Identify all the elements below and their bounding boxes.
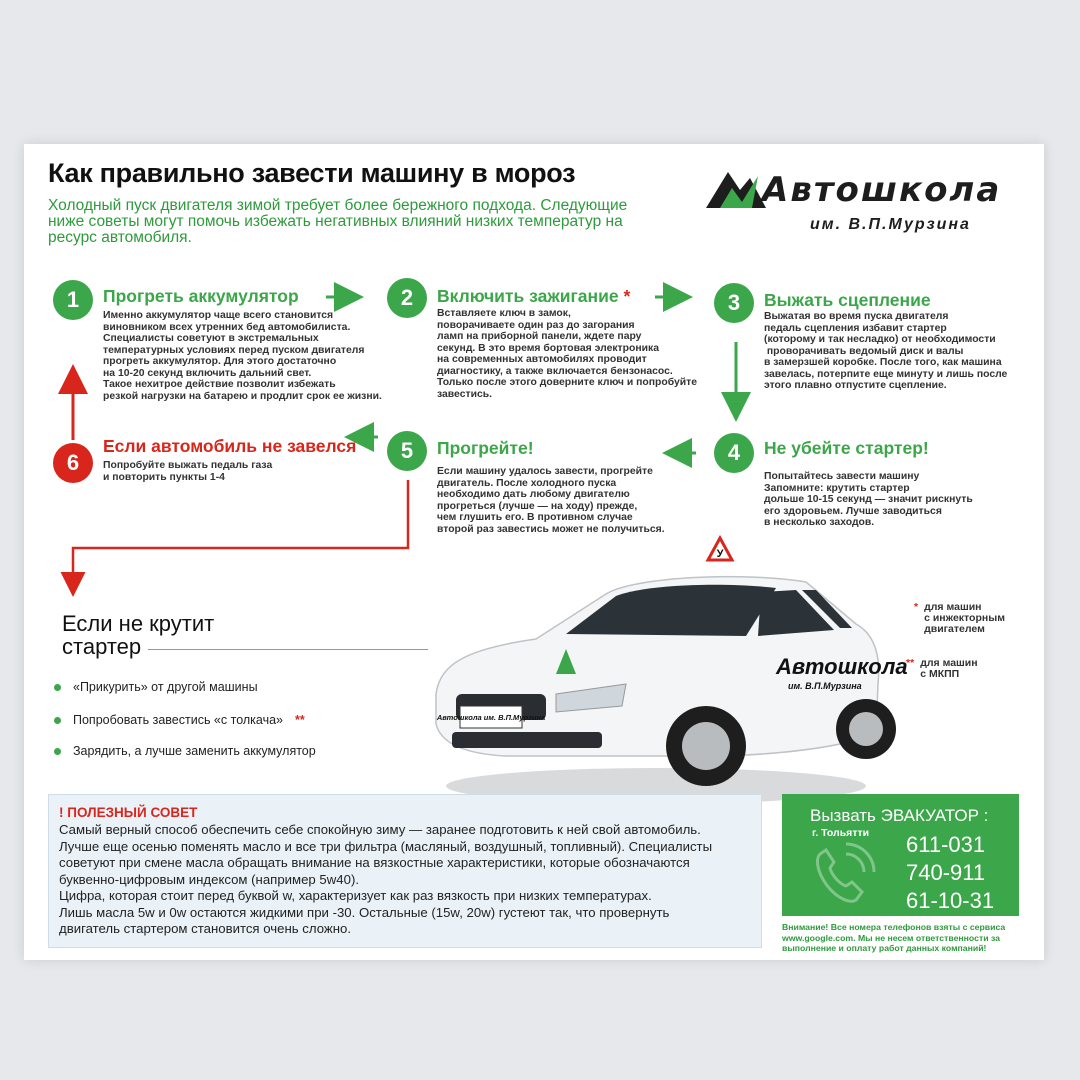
step-2-number: 2 — [387, 278, 427, 318]
phone-number[interactable]: 740-911 — [906, 860, 986, 885]
step-6-number: 6 — [53, 443, 93, 483]
step-2-title: Включить зажигание * — [437, 286, 631, 306]
starter-item: «Прикурить» от другой машины — [54, 680, 258, 694]
logo-title: Автошкола — [762, 170, 1002, 210]
step-1-text: Именно аккумулятор чаще всего становится виновником всех утренних бед автомобилиста. Специалисты советуют в экстремальных температурных условиях перед пуском двигателя прогреть аккумулятор. Для этого достаточно на 10-20 секунд включить дальний свет. Такое нехитрое действие позволит избежать резкой нагрузки на батарею и продлит срок ее жизни. — [103, 310, 382, 402]
logo-subtitle: им. В.П.Мурзина — [810, 216, 971, 233]
starter-item: Попробовать завестись «с толкача» ** — [54, 713, 305, 727]
starter-item: Зарядить, а лучше заменить аккумулятор — [54, 744, 316, 758]
note-manual: ** для машин с МКПП — [906, 657, 978, 680]
infographic-card — [24, 144, 1044, 960]
step-4-title: Не убейте стартер! — [764, 438, 929, 458]
phone-icon — [806, 840, 886, 910]
evacuator-box — [782, 794, 1019, 916]
arrow-5-starter — [73, 480, 408, 592]
advice-text: Самый верный способ обеспечить себе спокойную зиму — заранее подготовить к ней свой автомобиль. Лучше еще осенью поменять масло и все три фильтра (масляный, воздушный, топливный). Специалисты советуют при смене масла обращать внимание на вязкостные характеристики, которые обозначаются буквенно-цифровым индексом (например 5w40). Цифра, которая стоит перед буквой w, характеризует как раз вязкость при низких температурах. Лишь масла 5w и 0w остаются жидкими при -30. Остальные (15w, 20w) густеют так, что провернуть двигатель стартером становится очень сложно. — [59, 822, 713, 936]
starter-title: Если не крутит стартер — [62, 611, 215, 659]
advice-box — [48, 794, 762, 948]
step-1-number: 1 — [53, 280, 93, 320]
intro-text: Холодный пуск двигателя зимой требует более бережного подхода. Следующие ниже советы могут помочь избежать негативных влияний низких температур на ресурс автомобиля. — [48, 197, 628, 246]
note-injector: * для машин с инжекторным двигателем — [914, 601, 1005, 635]
phone-number[interactable]: 61-10-31 — [906, 888, 995, 913]
roof-sign: У — [716, 548, 724, 560]
car-illustration — [416, 524, 908, 814]
step-1-title: Прогреть аккумулятор — [103, 286, 299, 306]
step-5-title: Прогрейте! — [437, 438, 534, 458]
step-3-text: Выжатая во время пуска двигателя педаль сцепления избавит стартер (которому и так несладко) от необходимости проворачивать ведомый диск и валы в замерзшей коробке. После того, как машина завелась, потерпите еще минуту и лишь после этого плавно отпустите сцепление. — [764, 311, 1008, 391]
bullet-dot — [54, 717, 61, 724]
page-title: Как правильно завести машину в мороз — [48, 158, 576, 188]
advice-heading: ! ПОЛЕЗНЫЙ СОВЕТ — [59, 805, 198, 820]
front-plate: Автошкола им. В.П.Мурзина — [436, 713, 546, 722]
step-3-number: 3 — [714, 283, 754, 323]
step-6-text: Попробуйте выжать педаль газа и повторить пункты 1-4 — [103, 460, 273, 483]
evacuator-city: г. Тольятти — [812, 827, 870, 839]
phone-number[interactable]: 611-031 — [906, 832, 986, 857]
step-4-number: 4 — [714, 433, 754, 473]
step-5-text: Если машину удалось завести, прогрейте двигатель. После холодного пуска необходимо дать любому двигателю прогреться (лучше — на ходу) прежде, чем глушить его. В противном случае второй раз завестись может не получиться. — [437, 466, 665, 535]
divider — [148, 649, 428, 650]
door-logo: Автошкола — [776, 654, 908, 679]
evacuator-disclaimer: Внимание! Все номера телефонов взяты с сервиса www.google.com. Мы не несем ответственности за выполнение и оплату работ данных компаний! — [782, 922, 1006, 953]
star-mark: * — [623, 286, 631, 306]
step-3-title: Выжать сцепление — [764, 290, 931, 310]
evacuator-heading: Вызвать ЭВАКУАТОР : — [810, 806, 989, 825]
step-6-title: Если автомобиль не завелся — [103, 436, 357, 456]
step-4-text: Попытайтесь завести машину Запомните: крутить стартер дольше 10-15 секунд — значит рискнуть его здоровьем. Лучше заводиться в несколько заходов. — [764, 471, 973, 528]
door-logo-sub: им. В.П.Мурзина — [788, 681, 862, 691]
step-2-text: Вставляете ключ в замок, поворачиваете один раз до загорания ламп на приборной панели, ждете пару секунд. В это время бортовая электроника на современных автомобилях проводит диагностику, а также включается бензонасос. Только после этого доверните ключ и попробуйте завестись. — [437, 308, 698, 400]
step-5-number: 5 — [387, 431, 427, 471]
bullet-dot — [54, 748, 61, 755]
bullet-dot — [54, 684, 61, 691]
